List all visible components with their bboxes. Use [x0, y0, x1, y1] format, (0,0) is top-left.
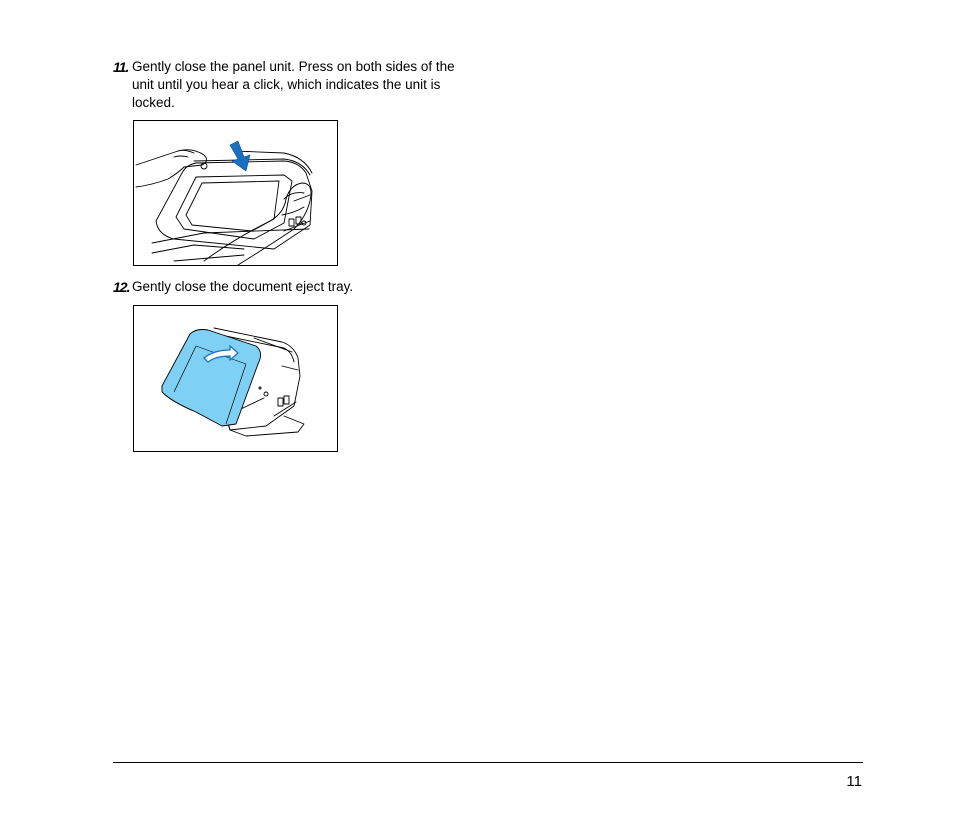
eject-tray-highlight [162, 330, 261, 427]
close-eject-tray-illustration [133, 305, 338, 452]
step-instruction: Gently close the panel unit. Press on both sides of the unit until you hear a click, which indicates the unit is locked. [132, 59, 455, 110]
step-number: 12. [113, 279, 130, 295]
page-number: 11 [846, 773, 862, 790]
step-number: 11. [113, 59, 129, 75]
footer-divider [113, 762, 863, 763]
step-instruction: Gently close the document eject tray. [132, 279, 354, 294]
press-down-arrow-icon [230, 141, 250, 171]
close-panel-illustration [133, 120, 338, 266]
